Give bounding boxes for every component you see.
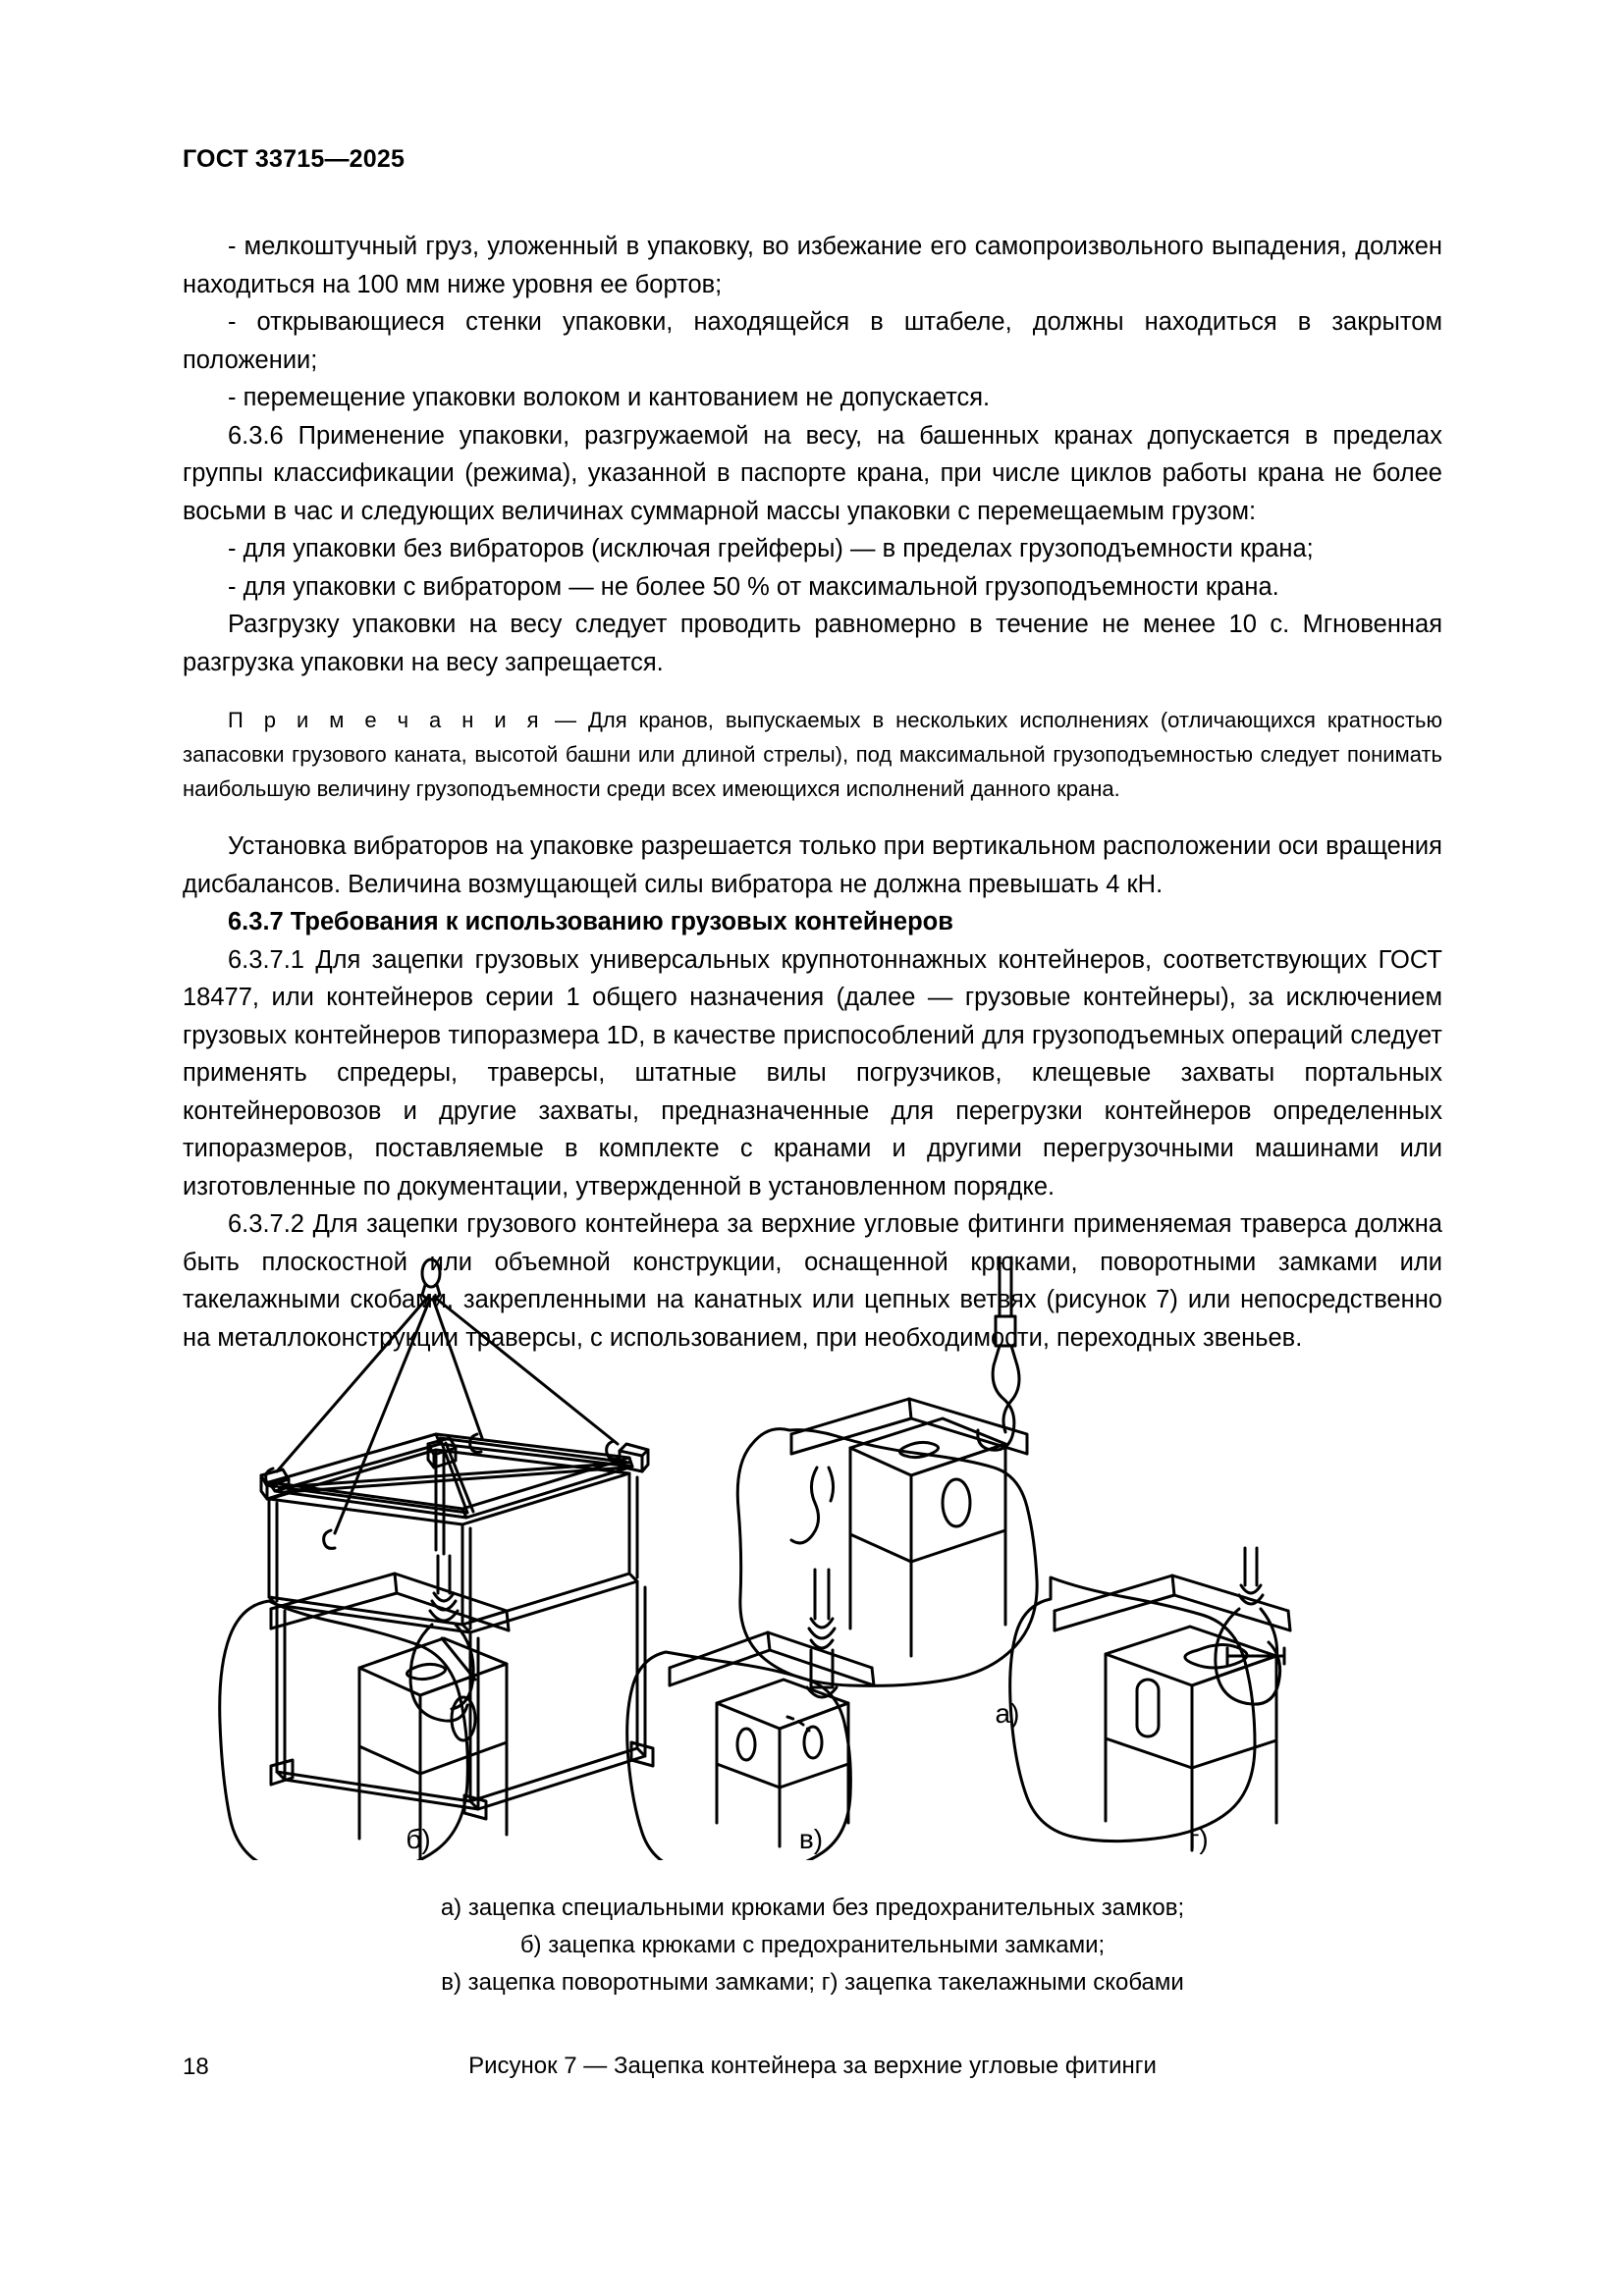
heading-6-3-7: 6.3.7 Требования к использованию грузовых контейнеров bbox=[228, 908, 953, 935]
spacer-after-note bbox=[183, 806, 1442, 828]
figure-caption bbox=[183, 1890, 1442, 2002]
paragraph-bullet-opening-walls: - открывающиеся стенки упаковки, находящейся в штабеле, должны находиться в закрытом положении; bbox=[183, 308, 1442, 374]
figure-7-illustration bbox=[183, 1252, 1442, 1860]
paragraph-bullet-small-cargo: - мелкоштучный груз, уложенный в упаковку, во избежание его самопроизвольного выпадения, должен находиться на 100 мм ниже уровня ее бортов; bbox=[183, 233, 1442, 298]
figure-caption-line-vg: в) зацепка поворотными замками; г) зацепка такелажными скобами bbox=[441, 1969, 1184, 1996]
page-number: 18 bbox=[183, 2054, 209, 2080]
paragraph-6-3-7-1: 6.3.7.1 Для зацепки грузовых универсальных крупнотоннажных контейнеров, соответствующих ГОСТ 18477, или контейнеров серии 1 общего назначения (далее — грузовые контейнеры), за исключением грузовых контейнеров типоразмера 1D, в качестве приспособлений для грузоподъемных операций следует применять спредеры, траверсы, штатные вилы погрузчиков, клещевые захваты портальных контейнеровозов и другие захваты, предназначенные для перегрузки контейнеров определенных типоразмеров, поставляемые в комплекте с кранами и другими перегрузочными машинами или изготовленные по документации, утвержденной в установленном порядке. bbox=[183, 945, 1442, 1201]
paragraph-bullet-no-dragging: - перемещение упаковки волоком и кантованием не допускается. bbox=[228, 384, 991, 411]
figure-title: Рисунок 7 — Зацепка контейнера за верхние угловые фитинги bbox=[468, 2053, 1157, 2079]
figure-label-a: а) bbox=[995, 1698, 1020, 1729]
paragraph-6-3-6: 6.3.6 Применение упаковки, разгружаемой на весу, на башенных кранах допускается в пределах группы классификации (режима), указанной в паспорте крана, при числе циклов работы крана не более восьми в час и следующих величинах суммарной массы упаковки с перемещаемым грузом: bbox=[183, 421, 1442, 525]
figure-7 bbox=[183, 1252, 1442, 2080]
paragraph-vibrator-installation: Установка вибраторов на упаковке разрешается только при вертикальном расположении оси вращения дисбалансов. Величина возмущающей силы вибратора не должна превышать 4 кН. bbox=[183, 832, 1442, 898]
page-body-content bbox=[183, 228, 1442, 1357]
paragraph-bullet-no-vibrators: - для упаковки без вибраторов (исключая грейферы) — в пределах грузоподъемности крана; bbox=[228, 535, 1314, 562]
paragraph-bullet-with-vibrator: - для упаковки с вибратором — не более 50 % от максимальной грузоподъемности крана. bbox=[228, 572, 1279, 601]
note-block bbox=[183, 703, 1442, 806]
note-text: — Для кранов, выпускаемых в нескольких исполнениях (отличающихся кратностью запасовки грузового каната, высотой башни или длиной стрелы), под максимальной грузоподъемностью следует понимать наибольшую величину грузоподъемности среди всех имеющихся исполнений данного крана. bbox=[183, 708, 1442, 801]
figure-label-v: в) bbox=[798, 1824, 824, 1854]
corner-fitting-shackle-illustration bbox=[1010, 1548, 1290, 1850]
standard-header: ГОСТ 33715—2025 bbox=[183, 145, 406, 173]
figure-label-g: г) bbox=[1189, 1824, 1209, 1854]
paragraph-unloading-rules: Разгрузку упаковки на весу следует проводить равномерно в течение не менее 10 с. Мгновенная разгрузка упаковки на весу запрещается. bbox=[183, 611, 1442, 676]
figure-label-b: б) bbox=[406, 1824, 431, 1854]
corner-fitting-hook-no-latch-illustration bbox=[737, 1257, 1037, 1685]
note-label: П р и м е ч а н и я bbox=[228, 708, 544, 732]
spacer-before-note bbox=[183, 681, 1442, 703]
figure-caption-line-b: б) зацепка крюками с предохранительными замками; bbox=[519, 1932, 1106, 1958]
paragraph-6-3-7-2: 6.3.7.2 Для зацепки грузового контейнера за верхние угловые фитинги применяемая траверса должна быть плоскостной или объемной конструкции, оснащенной крюками, поворотными замками или такелажными скобами, закрепленными на канатных или цепных ветвях (рисунок 7) или непосредственно на металлоконструкции траверсы, с использованием, при необходимости, переходных звеньев. bbox=[183, 1210, 1442, 1352]
corner-fitting-twistlock-illustration bbox=[627, 1570, 874, 1860]
figure-caption-line-a: а) зацепка специальными крюками без предохранительных замков; bbox=[440, 1895, 1185, 1921]
